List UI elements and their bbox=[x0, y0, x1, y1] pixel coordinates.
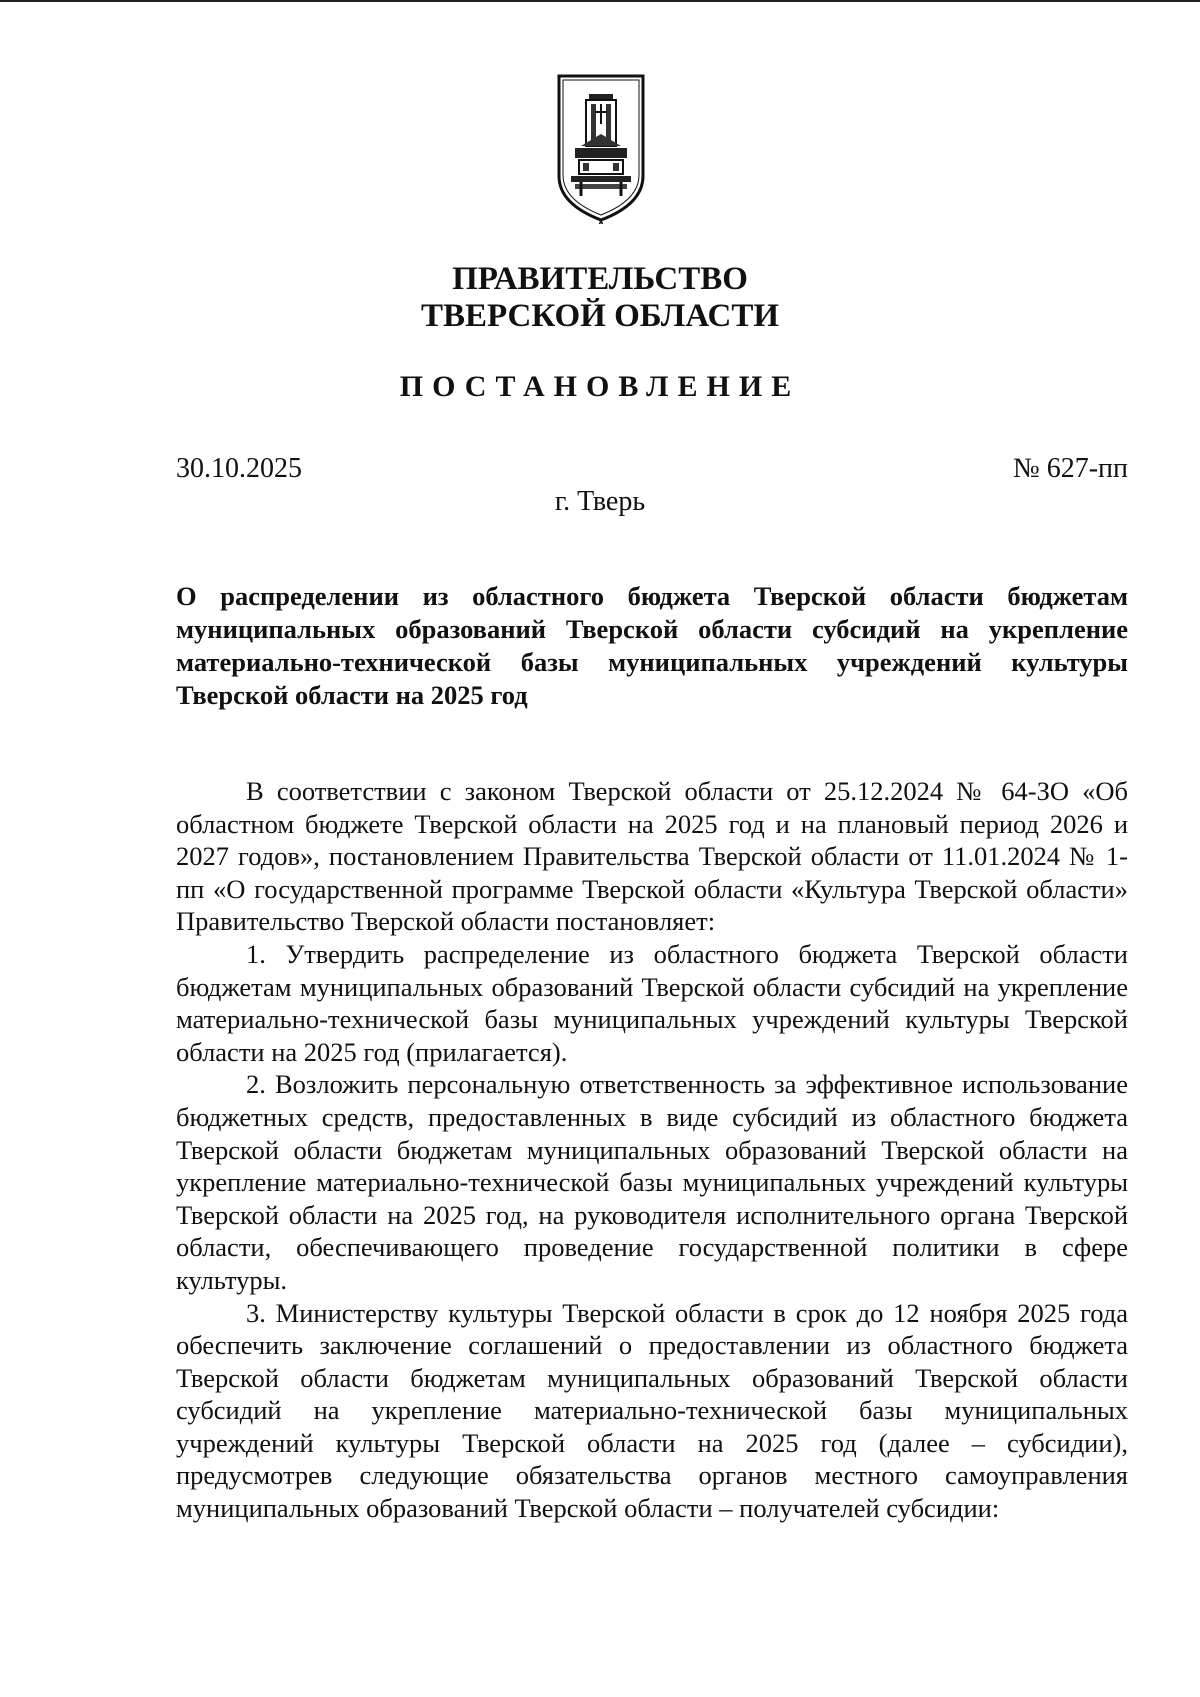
document-city: г. Тверь bbox=[554, 486, 646, 517]
scan-top-border bbox=[0, 0, 1200, 2]
document-number: № 627-пп bbox=[1012, 453, 1128, 484]
organization-name-line1: ПРАВИТЕЛЬСТВО bbox=[452, 261, 748, 297]
document-date: 30.10.2025 bbox=[176, 453, 302, 484]
clause-3-paragraph: 3. Министерству культуры Тверской области в срок до 12 ноября 2025 года обеспечить заключение соглашений о предоставлении из областного бюджета Тверской области бюджетам муниципальных образований Тверской области субсидий на укрепление материально-технической базы муниципальных учреждений культуры Тверской области на 2025 год (далее – субсидии), предусмотрев следующие обязательства органов местного самоуправления муниципальных образований Тверской области – получателей субсидии: bbox=[176, 1297, 1128, 1524]
document-title: О распределении из областного бюджета Тверской области бюджетам муниципальных образований Тверской области субсидий на укрепление материально-технической базы муниципальных учреждений культуры Тверской области на 2025 год bbox=[176, 581, 1128, 710]
document-body bbox=[176, 775, 1128, 1525]
clause-2-paragraph: 2. Возложить персональную ответственность за эффективное использование бюджетных средств, предоставленных в виде субсидий из областного бюджета Тверской области бюджетам муниципальных образований Тверской области на укрепление материально-технической базы муниципальных учреждений культуры Тверской области на 2025 год, на руководителя исполнительного органа Тверской области, обеспечивающего проведение государственной политики в сфере культуры. bbox=[176, 1069, 1128, 1295]
clause-1-paragraph: 1. Утвердить распределение из областного бюджета Тверской области бюджетам муниципальных образований Тверской области субсидий на укрепление материально-технической базы муниципальных учреждений культуры Тверской области на 2025 год (прилагается). bbox=[176, 938, 1128, 1067]
document-type: ПОСТАНОВЛЕНИЕ bbox=[399, 370, 801, 403]
preamble-paragraph: В соответствии с законом Тверской области от 25.12.2024 № 64-ЗО «Об областном бюджете Тверской области на 2025 год и на плановый период 2026 и 2027 годов», постановлением Правительства Тверской области от 11.01.2024 № 1-пп «О государственной программе Тверской области «Культура Тверской области» Правительство Тверской области постановляет: bbox=[176, 776, 1128, 937]
coat-of-arms-icon bbox=[553, 72, 649, 224]
organization-name-line2: ТВЕРСКОЙ ОБЛАСТИ bbox=[420, 298, 780, 334]
